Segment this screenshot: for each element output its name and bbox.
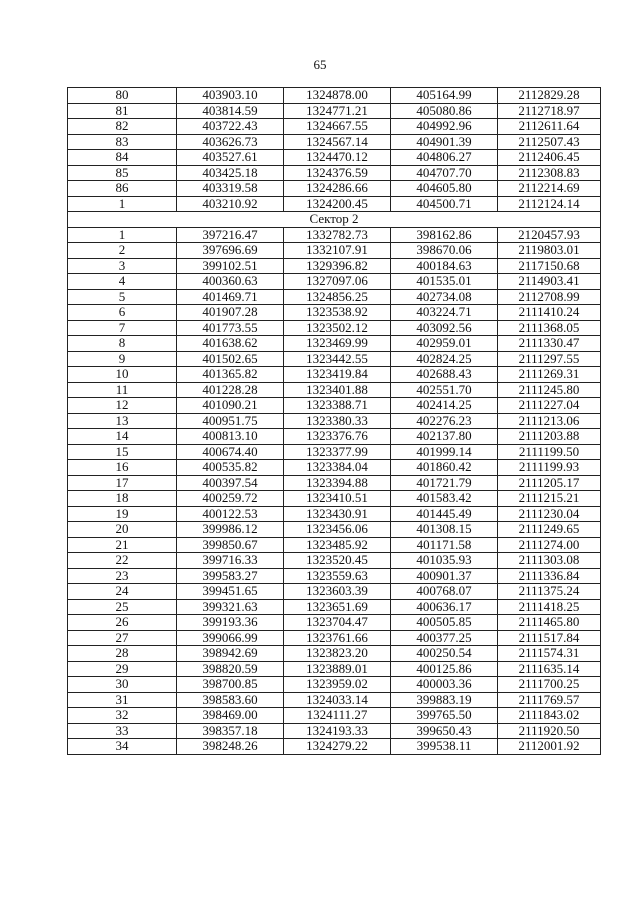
- table-cell: 1323502.12: [284, 320, 391, 336]
- table-cell: 398670.06: [391, 243, 498, 259]
- table-row: [68, 181, 601, 197]
- table-row: [68, 460, 601, 476]
- table-cell: 1323761.66: [284, 630, 391, 646]
- table-cell: 403319.58: [177, 181, 284, 197]
- table-row: [68, 444, 601, 460]
- table-row: [68, 398, 601, 414]
- table-cell: 2112001.92: [498, 739, 601, 755]
- table-cell: 400636.17: [391, 599, 498, 615]
- table-cell: 1324279.22: [284, 739, 391, 755]
- table-cell: 397216.47: [177, 227, 284, 243]
- table-cell: 2117150.68: [498, 258, 601, 274]
- table-cell: 398162.86: [391, 227, 498, 243]
- table-cell: 400003.36: [391, 677, 498, 693]
- table-cell: 3: [68, 258, 177, 274]
- table-cell: 401721.79: [391, 475, 498, 491]
- table-row: [68, 289, 601, 305]
- table-cell: 2111843.02: [498, 708, 601, 724]
- table-cell: 398248.26: [177, 739, 284, 755]
- table-cell: 21: [68, 537, 177, 553]
- table-cell: 405080.86: [391, 103, 498, 119]
- table-cell: 80: [68, 88, 177, 104]
- table-row: [68, 429, 601, 445]
- table-body-before: [68, 88, 601, 212]
- table-cell: 1323394.88: [284, 475, 391, 491]
- table-row: [68, 568, 601, 584]
- table-cell: 10: [68, 367, 177, 383]
- table-cell: 401035.93: [391, 553, 498, 569]
- table-cell: 1323485.92: [284, 537, 391, 553]
- table-cell: 2111230.04: [498, 506, 601, 522]
- table-cell: 402137.80: [391, 429, 498, 445]
- table-cell: 403527.61: [177, 150, 284, 166]
- table-cell: 398820.59: [177, 661, 284, 677]
- table-cell: 86: [68, 181, 177, 197]
- table-row: [68, 134, 601, 150]
- table-cell: 399986.12: [177, 522, 284, 538]
- table-cell: 85: [68, 165, 177, 181]
- table-cell: 399583.27: [177, 568, 284, 584]
- table-cell: 400813.10: [177, 429, 284, 445]
- table-cell: 2111920.50: [498, 723, 601, 739]
- table-cell: 1323469.99: [284, 336, 391, 352]
- table-cell: 2112708.99: [498, 289, 601, 305]
- table-cell: 404605.80: [391, 181, 498, 197]
- table-cell: 2111274.00: [498, 537, 601, 553]
- table-cell: 2111375.24: [498, 584, 601, 600]
- table-cell: 1323889.01: [284, 661, 391, 677]
- table-cell: 1324470.12: [284, 150, 391, 166]
- table-cell: 1324193.33: [284, 723, 391, 739]
- table-cell: 32: [68, 708, 177, 724]
- table-cell: 2111303.08: [498, 553, 601, 569]
- table-cell: 2111199.50: [498, 444, 601, 460]
- table-cell: 400377.25: [391, 630, 498, 646]
- table-cell: 1323520.45: [284, 553, 391, 569]
- table-cell: 401535.01: [391, 274, 498, 290]
- table-row: [68, 677, 601, 693]
- table-row: [68, 630, 601, 646]
- table-cell: 399650.43: [391, 723, 498, 739]
- table-cell: 403903.10: [177, 88, 284, 104]
- table-row: [68, 599, 601, 615]
- table-cell: 2112829.28: [498, 88, 601, 104]
- table-cell: 1324567.14: [284, 134, 391, 150]
- table-row: [68, 243, 601, 259]
- table-row: [68, 584, 601, 600]
- table-cell: 14: [68, 429, 177, 445]
- table-cell: 1323388.71: [284, 398, 391, 414]
- table-cell: 400184.63: [391, 258, 498, 274]
- table-cell: 1324200.45: [284, 196, 391, 212]
- table-cell: 1324376.59: [284, 165, 391, 181]
- table-cell: 403425.18: [177, 165, 284, 181]
- table-cell: 400674.40: [177, 444, 284, 460]
- table-cell: 1323442.55: [284, 351, 391, 367]
- table-cell: 398942.69: [177, 646, 284, 662]
- table-cell: 13: [68, 413, 177, 429]
- table-cell: 403626.73: [177, 134, 284, 150]
- table-row: [68, 196, 601, 212]
- table-cell: 20: [68, 522, 177, 538]
- table-cell: 2111269.31: [498, 367, 601, 383]
- table-cell: 1324856.25: [284, 289, 391, 305]
- table-cell: 83: [68, 134, 177, 150]
- table-row: [68, 491, 601, 507]
- table-cell: 402734.08: [391, 289, 498, 305]
- table-cell: 1323384.04: [284, 460, 391, 476]
- table-cell: 6: [68, 305, 177, 321]
- table-cell: 403092.56: [391, 320, 498, 336]
- table-cell: 2112611.64: [498, 119, 601, 135]
- table-cell: 400360.63: [177, 274, 284, 290]
- table-cell: 401907.28: [177, 305, 284, 321]
- table-cell: 2111368.05: [498, 320, 601, 336]
- table-cell: 33: [68, 723, 177, 739]
- table-row: [68, 615, 601, 631]
- table-cell: 2112308.83: [498, 165, 601, 181]
- table-cell: 400122.53: [177, 506, 284, 522]
- table-row: [68, 274, 601, 290]
- table-cell: 2111418.25: [498, 599, 601, 615]
- table-cell: 401469.71: [177, 289, 284, 305]
- table-cell: 402551.70: [391, 382, 498, 398]
- table-cell: 400250.54: [391, 646, 498, 662]
- table-cell: 403722.43: [177, 119, 284, 135]
- table-cell: 400259.72: [177, 491, 284, 507]
- table-cell: 1332782.73: [284, 227, 391, 243]
- table-cell: 2111336.84: [498, 568, 601, 584]
- table-cell: 402414.25: [391, 398, 498, 414]
- table-cell: 17: [68, 475, 177, 491]
- table-row: [68, 103, 601, 119]
- table-cell: 9: [68, 351, 177, 367]
- table-cell: 402824.25: [391, 351, 498, 367]
- table-row: [68, 506, 601, 522]
- table-cell: 1323377.99: [284, 444, 391, 460]
- table-cell: 1324667.55: [284, 119, 391, 135]
- table-cell: 401999.14: [391, 444, 498, 460]
- table-cell: 82: [68, 119, 177, 135]
- table-row: [68, 739, 601, 755]
- table-cell: 1: [68, 227, 177, 243]
- table-cell: 399765.50: [391, 708, 498, 724]
- table-cell: 26: [68, 615, 177, 631]
- table-row: [68, 119, 601, 135]
- table-row: [68, 150, 601, 166]
- table-cell: 398583.60: [177, 692, 284, 708]
- table-cell: 1323380.33: [284, 413, 391, 429]
- table-cell: 403224.71: [391, 305, 498, 321]
- table-cell: 2111227.04: [498, 398, 601, 414]
- table-cell: 2111297.55: [498, 351, 601, 367]
- table-cell: 401228.28: [177, 382, 284, 398]
- table-cell: 2111465.80: [498, 615, 601, 631]
- table-cell: 1324111.27: [284, 708, 391, 724]
- table-cell: 2111245.80: [498, 382, 601, 398]
- table-cell: 402688.43: [391, 367, 498, 383]
- table-cell: 1323456.06: [284, 522, 391, 538]
- table-cell: 400505.85: [391, 615, 498, 631]
- table-cell: 401308.15: [391, 522, 498, 538]
- table-cell: 399883.19: [391, 692, 498, 708]
- table-row: [68, 382, 601, 398]
- table-cell: 12: [68, 398, 177, 414]
- table-cell: 400125.86: [391, 661, 498, 677]
- table-row: [68, 320, 601, 336]
- table-cell: 405164.99: [391, 88, 498, 104]
- table-row: [68, 305, 601, 321]
- table-cell: 23: [68, 568, 177, 584]
- table-cell: 1323376.76: [284, 429, 391, 445]
- table-cell: 1: [68, 196, 177, 212]
- table-row: [68, 723, 601, 739]
- sector-header-group: [68, 212, 601, 228]
- table-cell: 28: [68, 646, 177, 662]
- table-row: [68, 661, 601, 677]
- table-cell: 81: [68, 103, 177, 119]
- table-cell: 5: [68, 289, 177, 305]
- table-row: [68, 413, 601, 429]
- table-cell: 399716.33: [177, 553, 284, 569]
- table-cell: 2111574.31: [498, 646, 601, 662]
- table-cell: 400535.82: [177, 460, 284, 476]
- table-row: [68, 258, 601, 274]
- table-cell: 1324771.21: [284, 103, 391, 119]
- table-cell: 1332107.91: [284, 243, 391, 259]
- sector-header-row: [68, 212, 601, 228]
- table-cell: 15: [68, 444, 177, 460]
- table-cell: 402959.01: [391, 336, 498, 352]
- table-row: [68, 646, 601, 662]
- table-cell: 29: [68, 661, 177, 677]
- table-row: [68, 522, 601, 538]
- table-row: [68, 227, 601, 243]
- table-cell: 400768.07: [391, 584, 498, 600]
- table-cell: 1323651.69: [284, 599, 391, 615]
- table-cell: 1323401.88: [284, 382, 391, 398]
- table-cell: 1323823.20: [284, 646, 391, 662]
- table-cell: 400951.75: [177, 413, 284, 429]
- table-cell: 18: [68, 491, 177, 507]
- table-cell: 401773.55: [177, 320, 284, 336]
- table-cell: 2111249.65: [498, 522, 601, 538]
- table-row: [68, 708, 601, 724]
- sector-title: Сектор 2: [68, 212, 601, 228]
- table-cell: 27: [68, 630, 177, 646]
- table-row: [68, 367, 601, 383]
- table-cell: 1329396.82: [284, 258, 391, 274]
- table-cell: 24: [68, 584, 177, 600]
- table-cell: 404901.39: [391, 134, 498, 150]
- table-cell: 401583.42: [391, 491, 498, 507]
- table-cell: 2111635.14: [498, 661, 601, 677]
- table-cell: 1323959.02: [284, 677, 391, 693]
- table-cell: 402276.23: [391, 413, 498, 429]
- table-row: [68, 537, 601, 553]
- table-cell: 2112406.45: [498, 150, 601, 166]
- table-cell: 25: [68, 599, 177, 615]
- table-row: [68, 88, 601, 104]
- table-cell: 1323430.91: [284, 506, 391, 522]
- table-cell: 2119803.01: [498, 243, 601, 259]
- table-cell: 31: [68, 692, 177, 708]
- table-cell: 398469.00: [177, 708, 284, 724]
- table-body-after: [68, 227, 601, 754]
- table-cell: 30: [68, 677, 177, 693]
- table-cell: 403210.92: [177, 196, 284, 212]
- table-cell: 2111410.24: [498, 305, 601, 321]
- table-cell: 1323559.63: [284, 568, 391, 584]
- table-row: [68, 475, 601, 491]
- table-cell: 404707.70: [391, 165, 498, 181]
- table-cell: 401502.65: [177, 351, 284, 367]
- table-cell: 400901.37: [391, 568, 498, 584]
- table-cell: 19: [68, 506, 177, 522]
- table-cell: 404992.96: [391, 119, 498, 135]
- table-row: [68, 165, 601, 181]
- table-cell: 2111700.25: [498, 677, 601, 693]
- table-cell: 399850.67: [177, 537, 284, 553]
- page-number: 65: [313, 57, 327, 72]
- table-cell: 22: [68, 553, 177, 569]
- table-row: [68, 351, 601, 367]
- table-cell: 2112507.43: [498, 134, 601, 150]
- table-cell: 2111517.84: [498, 630, 601, 646]
- table-row: [68, 692, 601, 708]
- table-cell: 1323410.51: [284, 491, 391, 507]
- table-cell: 401090.21: [177, 398, 284, 414]
- table-cell: 1323419.84: [284, 367, 391, 383]
- table-cell: 2111769.57: [498, 692, 601, 708]
- table-cell: 403814.59: [177, 103, 284, 119]
- table-cell: 404806.27: [391, 150, 498, 166]
- table-cell: 1327097.06: [284, 274, 391, 290]
- table-cell: 2112718.97: [498, 103, 601, 119]
- table-cell: 399193.36: [177, 615, 284, 631]
- table-cell: 16: [68, 460, 177, 476]
- table-cell: 2111205.17: [498, 475, 601, 491]
- table-cell: 1324286.66: [284, 181, 391, 197]
- table-cell: 399066.99: [177, 630, 284, 646]
- table-cell: 397696.69: [177, 243, 284, 259]
- table-cell: 401365.82: [177, 367, 284, 383]
- table-row: [68, 336, 601, 352]
- table-cell: 2112214.69: [498, 181, 601, 197]
- table-cell: 401171.58: [391, 537, 498, 553]
- table-cell: 8: [68, 336, 177, 352]
- table-cell: 1323704.47: [284, 615, 391, 631]
- table-cell: 404500.71: [391, 196, 498, 212]
- table-cell: 2111213.06: [498, 413, 601, 429]
- table-cell: 1323603.39: [284, 584, 391, 600]
- table-cell: 11: [68, 382, 177, 398]
- table-cell: 401638.62: [177, 336, 284, 352]
- table-cell: 2114903.41: [498, 274, 601, 290]
- table-cell: 401445.49: [391, 506, 498, 522]
- table-row: [68, 553, 601, 569]
- table-cell: 34: [68, 739, 177, 755]
- table-cell: 7: [68, 320, 177, 336]
- table-cell: 401860.42: [391, 460, 498, 476]
- table-cell: 400397.54: [177, 475, 284, 491]
- coordinates-table: [67, 87, 601, 755]
- table-cell: 399102.51: [177, 258, 284, 274]
- table-cell: 2111330.47: [498, 336, 601, 352]
- table-cell: 398700.85: [177, 677, 284, 693]
- table-cell: 399538.11: [391, 739, 498, 755]
- table-cell: 84: [68, 150, 177, 166]
- table-cell: 2111203.88: [498, 429, 601, 445]
- table-cell: 2120457.93: [498, 227, 601, 243]
- table-cell: 399451.65: [177, 584, 284, 600]
- table-cell: 398357.18: [177, 723, 284, 739]
- table-cell: 4: [68, 274, 177, 290]
- table-cell: 1324878.00: [284, 88, 391, 104]
- table-cell: 1323538.92: [284, 305, 391, 321]
- table-cell: 2112124.14: [498, 196, 601, 212]
- table-cell: 1324033.14: [284, 692, 391, 708]
- table-cell: 399321.63: [177, 599, 284, 615]
- table-cell: 2111199.93: [498, 460, 601, 476]
- table-cell: 2: [68, 243, 177, 259]
- table-cell: 2111215.21: [498, 491, 601, 507]
